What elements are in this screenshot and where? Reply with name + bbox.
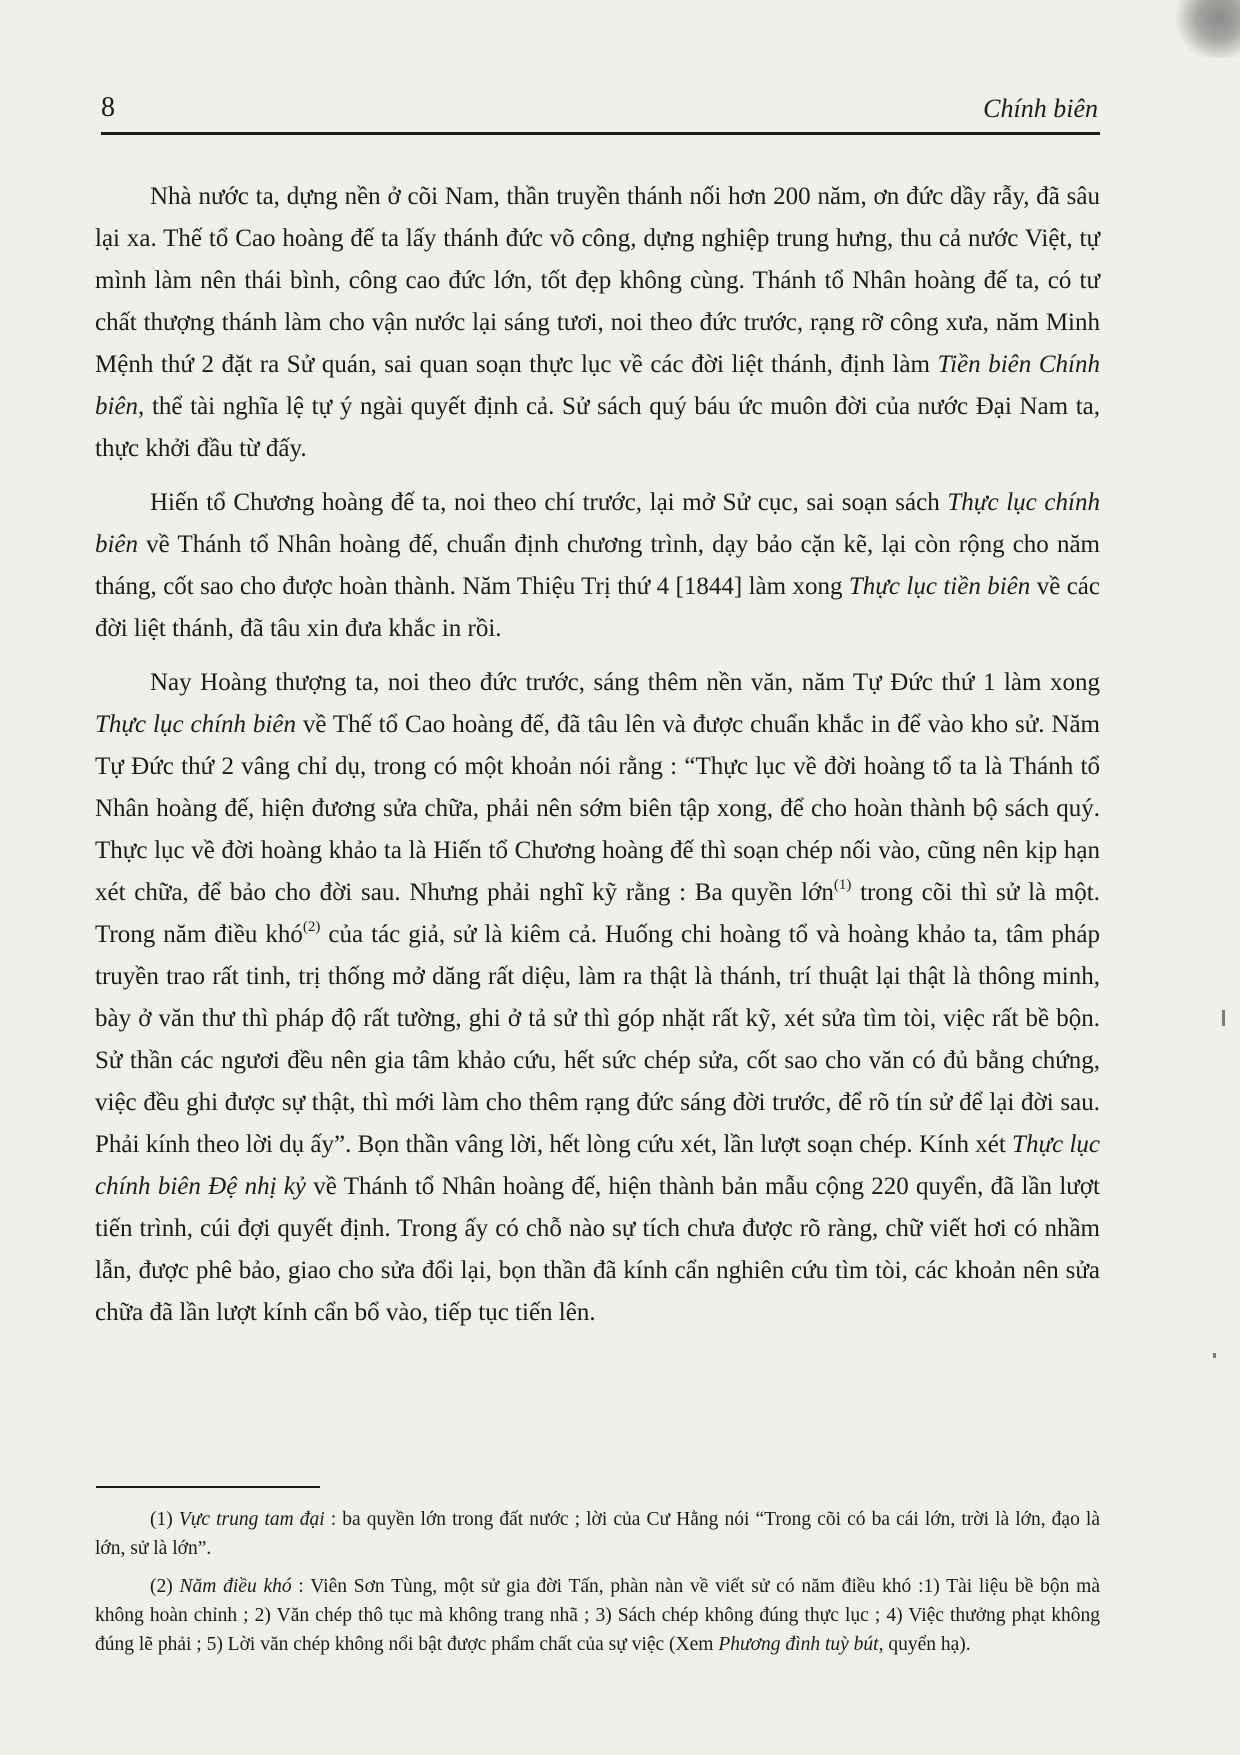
scan-mark (1222, 1010, 1225, 1026)
paragraph (95, 176, 1100, 470)
italic-title: Tiền biên Chính biên (95, 351, 1100, 420)
footnotes (95, 1505, 1100, 1668)
footnote-ref: (1) (833, 877, 852, 893)
body-text (95, 176, 1100, 1346)
text-run: Hiến tổ Chương hoàng đế ta, noi theo chí trước, lại mở Sử cục, sai soạn sách (150, 489, 948, 516)
italic-title: Năm điều khó (179, 1576, 292, 1597)
text-run: Nhà nước ta, dựng nền ở cõi Nam, thần truyền thánh nối hơn 200 năm, ơn đức dầy rẫy, đã sâu lại xa. Thế tổ Cao hoàng đế ta lấy thánh đức võ công, dựng nghiệp trung hưng, thu cả nước Việt, tự mình làm nên thái bình, công cao đức lớn, tốt đẹp không cùng. Thánh tổ Nhân hoàng đế ta, có tư chất thượng thánh làm cho vận nước lại sáng tươi, noi theo đức trước, rạng rỡ công xưa, năm Minh Mệnh thứ 2 đặt ra Sử quán, sai quan soạn thực lục về các đời liệt thánh, định làm (95, 183, 1100, 378)
footnote (95, 1505, 1100, 1563)
italic-title: Thực lục chính biên (95, 711, 296, 738)
paragraph (95, 482, 1100, 650)
running-title: Chính biên (983, 94, 1098, 123)
text-run: về các đời liệt thánh, đã tâu xin đưa khắc in rồi. (95, 573, 1100, 642)
page-number: 8 (101, 92, 115, 123)
italic-title: Thực lục tiền biên (848, 573, 1031, 600)
paragraph (95, 662, 1100, 1334)
text-run: : ba quyền lớn trong đất nước ; lời của Cư Hằng nói “Trong cõi có ba cái lớn, trời là lớn, đạo là lớn, sử là lớn”. (95, 1509, 1100, 1559)
text-run: : Viên Sơn Tùng, một sử gia đời Tấn, phàn nàn về viết sử có năm điều khó :1) Tài liệu bề bộn mà không hoàn chỉnh ; 2) Văn chép thô tục mà không trang nhã ; 3) Sách chép không đúng thực lục ; 4) Việc thưởng phạt không đúng lẽ phải ; 5) Lời văn chép không nổi bật được phẩm chất của sự việc (Xem (95, 1576, 1100, 1655)
text-run: của tác giả, sử là kiêm cả. Huống chi hoàng tổ và hoàng khảo ta, tâm pháp truyền trao rất tinh, trị thống mở dăng rất diệu, làm ra thật là thánh, trí thuật lại thật là thông minh, bày ở văn thư thì pháp độ rất tường, ghi ở tả sử thì góp nhặt rất kỹ, xét sửa tìm tòi, việc rất bề bộn. Sử thần các ngươi đều nên gia tâm khảo cứu, hết sức chép sửa, cốt sao cho văn có đủ bằng chứng, việc đều ghi được sự thật, thì mới làm cho thêm rạng đức sáng đời trước, để rõ tín sử để lại đời sau. Phải kính theo lời dụ ấy”. Bọn thần vâng lời, hết lòng cứu xét, lần lượt soạn chép. Kính xét (95, 921, 1100, 1158)
footnote-ref: (2) (302, 919, 321, 935)
library-stamp (1170, 0, 1240, 58)
text-run: Nay Hoàng thượng ta, noi theo đức trước, sáng thêm nền văn, năm Tự Đức thứ 1 làm xong (150, 669, 1100, 696)
italic-title: Phương đình tuỳ bút (718, 1634, 879, 1655)
italic-title: Thực lục chính biên (95, 489, 1100, 558)
footnote (95, 1572, 1100, 1659)
text-run: (2) (150, 1576, 180, 1597)
text-run: trong cõi thì sử là một. Trong năm điều khó (95, 879, 1100, 948)
footnote-separator (96, 1486, 320, 1488)
italic-title: Vực trung tam đại (178, 1509, 325, 1530)
text-run: về Thánh tổ Nhân hoàng đế, chuẩn định chương trình, dạy bảo cặn kẽ, lại còn rộng cho năm tháng, cốt sao cho được hoàn thành. Năm Thiệu Trị thứ 4 [1844] làm xong (95, 531, 1100, 600)
text-run: , quyển hạ). (878, 1634, 971, 1655)
text-run: , thể tài nghĩa lệ tự ý ngài quyết định cả. Sử sách quý báu ức muôn đời của nước Đại Nam ta, thực khởi đầu từ đấy. (95, 393, 1100, 462)
italic-title: Thực lục chính biên Đệ nhị kỷ (95, 1131, 1100, 1200)
page-header (101, 86, 1100, 135)
text-run: (1) (150, 1509, 179, 1530)
text-run: về Thánh tổ Nhân hoàng đế, hiện thành bản mẫu cộng 220 quyển, đã lần lượt tiến trình, cúi đợi quyết định. Trong ấy có chỗ nào sự tích chưa được rõ ràng, chữ viết hơi có nhầm lẫn, được phê bảo, giao cho sửa đổi lại, bọn thần đã kính cẩn nghiên cứu tìm tòi, các khoản nên sửa chữa đã lần lượt kính cẩn bổ vào, tiếp tục tiến lên. (95, 1173, 1101, 1326)
scan-mark (1213, 1353, 1216, 1358)
text-run: về Thế tổ Cao hoàng đế, đã tâu lên và được chuẩn khắc in để vào kho sử. Năm Tự Đức thứ 2 vâng chỉ dụ, trong có một khoản nói rằng : “Thực lục về đời hoàng tổ ta là Thánh tổ Nhân hoàng đế, hiện đương sửa chữa, phải nên sớm biên tập xong, để cho hoàn thành bộ sách quý. Thực lục về đời hoàng khảo ta là Hiến tổ Chương hoàng đế thì soạn chép nối vào, cũng nên kịp hạn xét chữa, để bảo cho đời sau. Nhưng phải nghĩ kỹ rằng : Ba quyền lớn (95, 711, 1101, 906)
